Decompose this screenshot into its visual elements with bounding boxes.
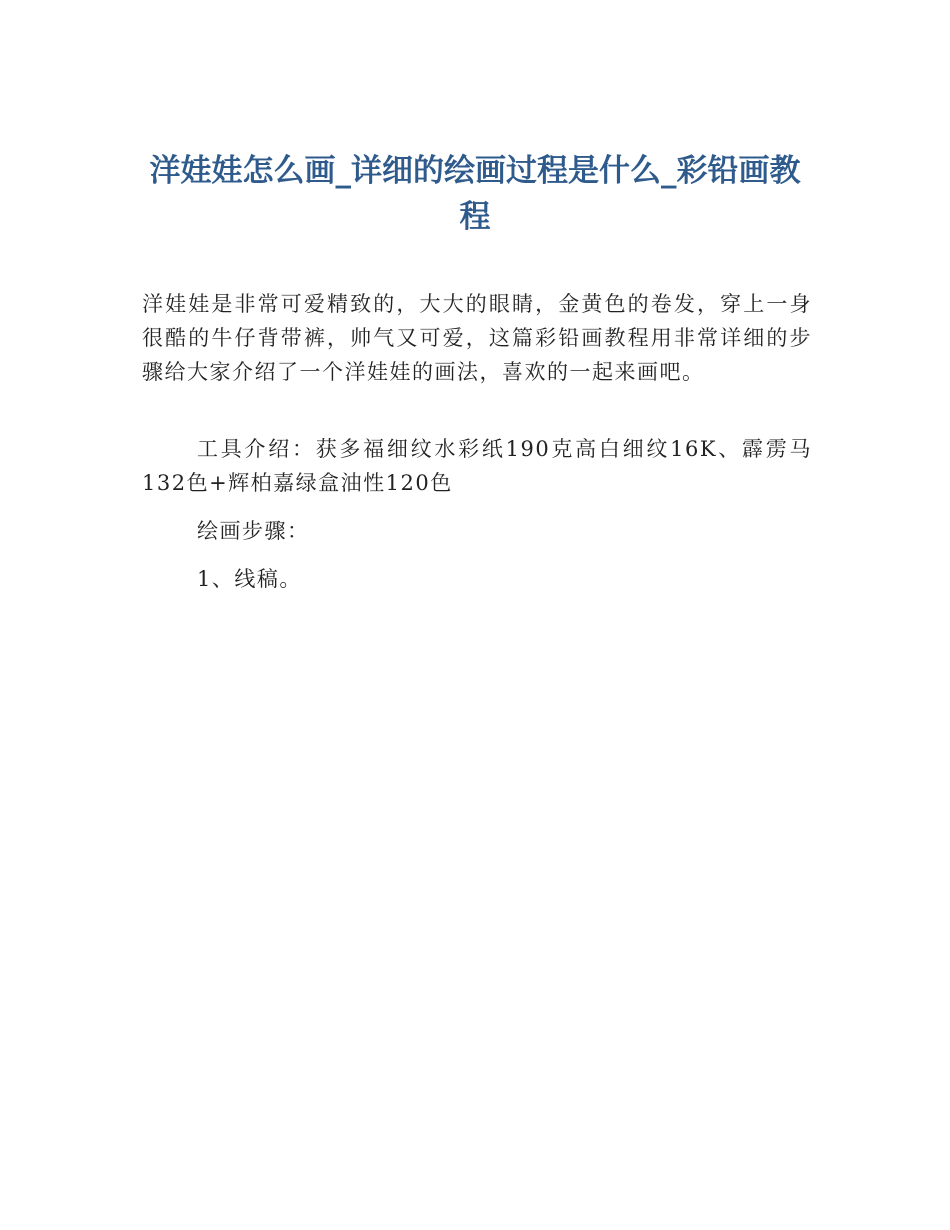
document-title: 洋娃娃怎么画_详细的绘画过程是什么_彩铅画教程 [149,153,801,235]
step-1-text: 1、线稿。 [197,567,302,591]
intro-paragraph: 洋娃娃是非常可爱精致的，大大的眼睛，金黄色的卷发，穿上一身很酷的牛仔背带裤，帅气又可爱，这篇彩铅画教程用非常详细的步骤给大家介绍了一个洋娃娃的画法，喜欢的一起来画吧。 [142,292,812,384]
steps-heading: 绘画步骤： [197,519,310,543]
tools-paragraph: 工具介绍：获多福细纹水彩纸190克高白细纹16K、霹雳马132色+辉柏嘉绿盒油性120色 [142,437,812,495]
